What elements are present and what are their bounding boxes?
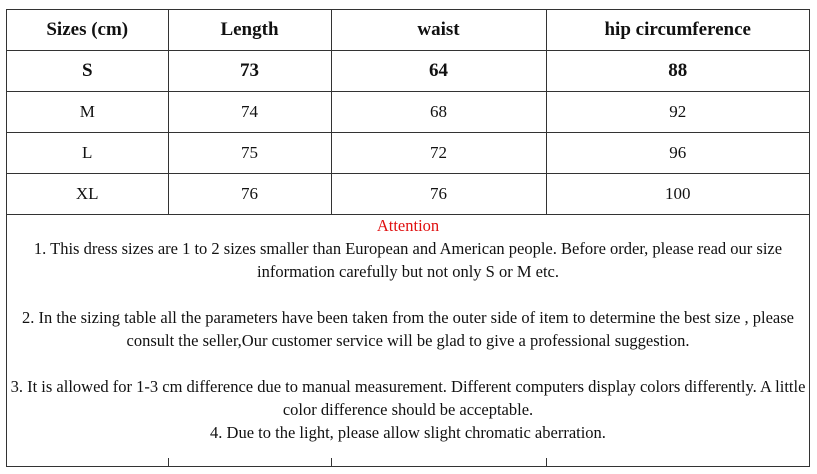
header-hip: hip circumference: [546, 10, 809, 51]
length-cell: 73: [168, 51, 331, 92]
waist-cell: 68: [331, 92, 546, 133]
size-chart-frame: [6, 9, 810, 467]
column-tick: [331, 458, 332, 466]
header-sizes: Sizes (cm): [7, 10, 168, 51]
hip-cell: 92: [546, 92, 809, 133]
hip-cell: 88: [546, 51, 809, 92]
length-cell: 75: [168, 133, 331, 174]
size-cell: M: [7, 92, 168, 133]
waist-cell: 64: [331, 51, 546, 92]
note-paragraph-3: 3. It is allowed for 1-3 cm difference due to manual measurement. Different computers display colors differently. A little color difference should be acceptable.: [10, 377, 806, 419]
attention-title: Attention: [376, 216, 440, 235]
note-paragraph-1: 1. This dress sizes are 1 to 2 sizes smaller than European and American people. Before order, please read our size information carefully but not only S or M etc.: [33, 239, 783, 281]
table-header-row: [7, 10, 809, 51]
table-row: [7, 51, 809, 92]
hip-cell: 100: [546, 174, 809, 215]
column-tick: [546, 458, 547, 466]
size-table: [7, 10, 809, 215]
length-cell: 74: [168, 92, 331, 133]
header-length: Length: [168, 10, 331, 51]
table-row: [7, 92, 809, 133]
bottom-column-ticks: [7, 458, 809, 466]
size-cell: L: [7, 133, 168, 174]
notes-section: [7, 214, 809, 444]
hip-cell: 96: [546, 133, 809, 174]
waist-cell: 76: [331, 174, 546, 215]
note-paragraph-2: 2. In the sizing table all the parameters have been taken from the outer side of item to determine the best size , please consult the seller,Our customer service will be glad to give a professional suggestion.: [21, 308, 794, 350]
column-tick: [168, 458, 169, 466]
length-cell: 76: [168, 174, 331, 215]
size-cell: S: [7, 51, 168, 92]
table-row: [7, 133, 809, 174]
table-row: [7, 174, 809, 215]
waist-cell: 72: [331, 133, 546, 174]
size-cell: XL: [7, 174, 168, 215]
header-waist: waist: [331, 10, 546, 51]
note-paragraph-4: 4. Due to the light, please allow slight chromatic aberration.: [210, 423, 606, 442]
